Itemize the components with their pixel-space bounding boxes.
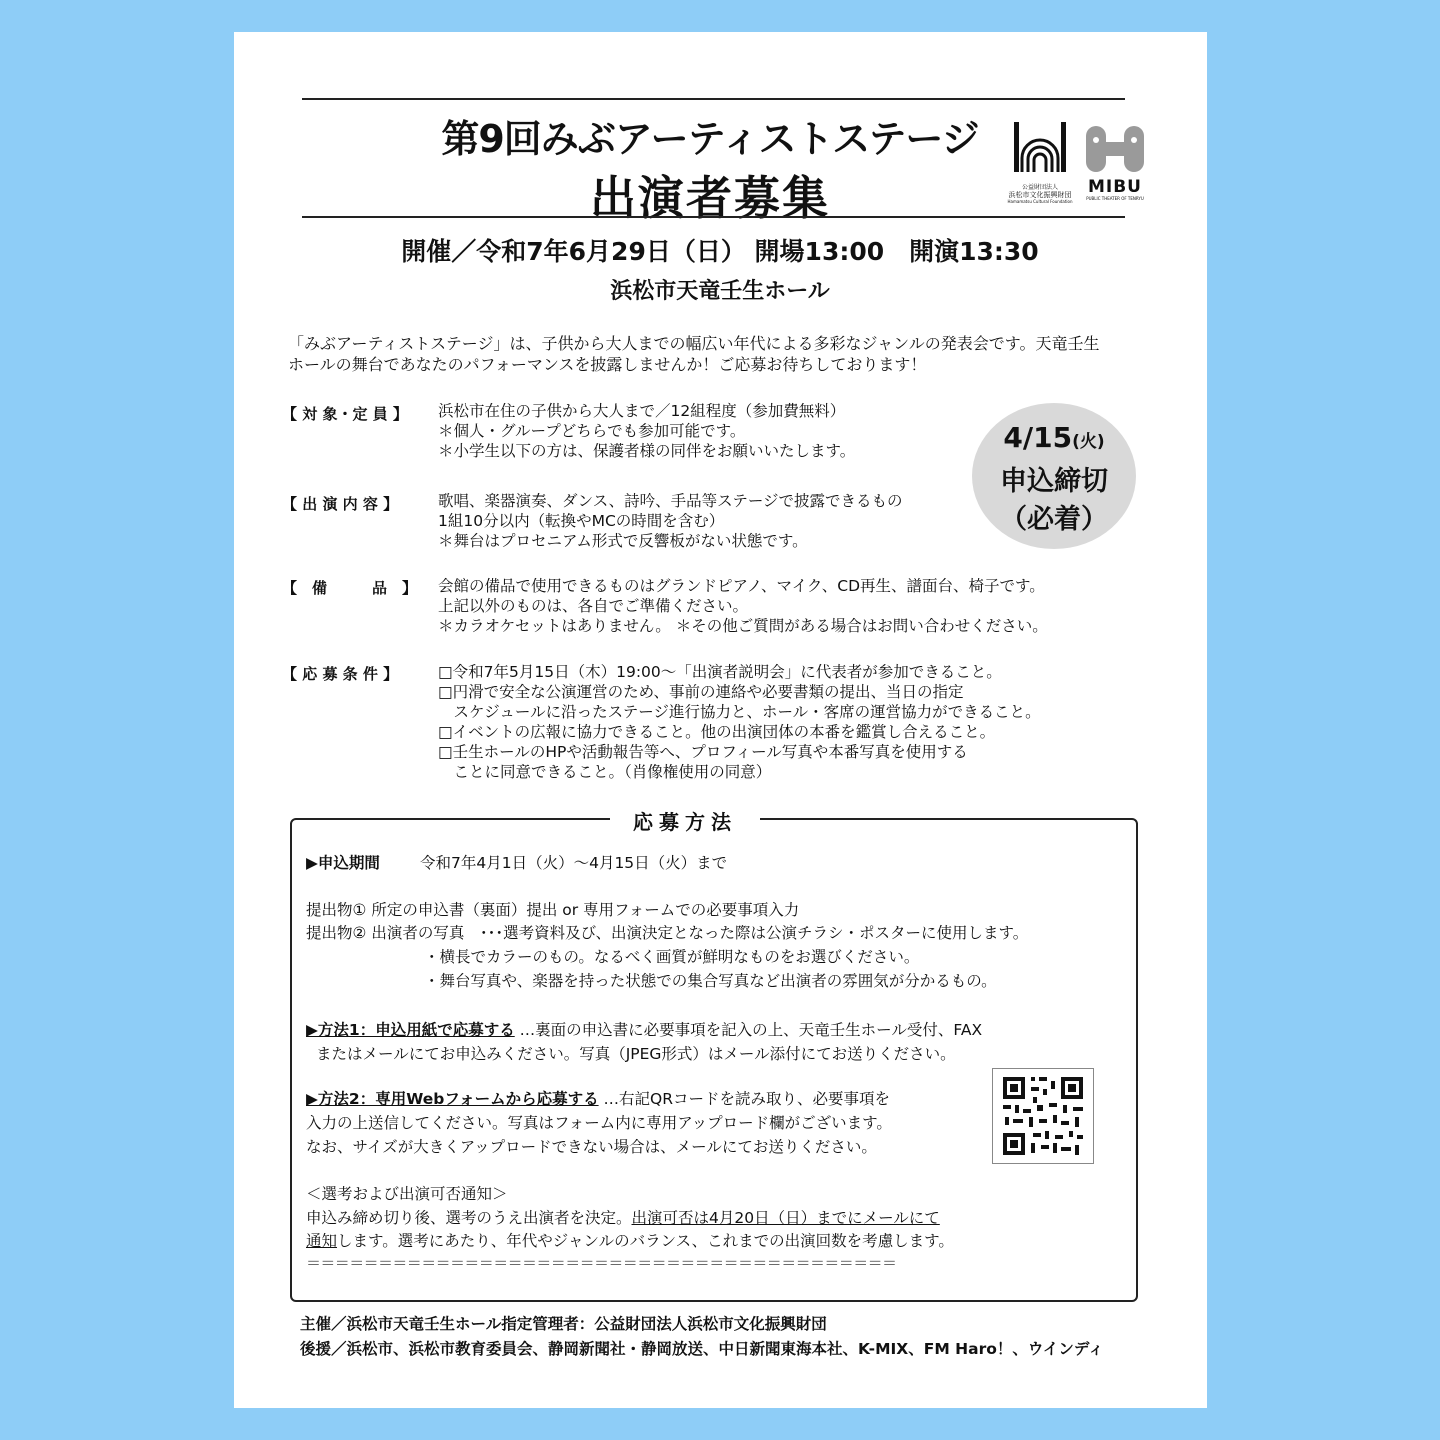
section-line: ＊個人・グループどちらでも参加可能です。: [438, 422, 746, 440]
foundation-name-en: Hamamatsu Cultural Foundation: [1007, 199, 1073, 204]
notice-line1-b: 出演可否は4月20日（日）までにメールにて: [631, 1209, 940, 1227]
section-line: 会館の備品で使用できるものはグランドピアノ、マイク、CD再生、譜面台、椅子です。: [438, 577, 1045, 595]
top-rule: [302, 98, 1125, 100]
mibu-logo: [1080, 120, 1150, 204]
section-content: [438, 491, 903, 551]
notice-title: ＜選考および出演可否通知＞: [306, 1185, 508, 1203]
method1-title: ▶方法1：申込用紙で応募する: [306, 1021, 515, 1039]
method2-line2: 入力の上送信してください。写真はフォーム内に専用アップロード欄がございます。: [306, 1114, 892, 1132]
section-line: □イベントの広報に協力できること。他の出演団体の本番を鑑賞し合えること。: [438, 723, 996, 741]
section-label-content: 【 出 演 内 容 】: [282, 495, 399, 513]
deadline-label: 申込締切: [1000, 466, 1108, 497]
notice-line2-b: します。選考にあたり、年代やジャンルのバランス、これまでの出演回数を考慮します。: [337, 1232, 954, 1250]
section-line: ことに同意できること。（肖像権使用の同意）: [438, 763, 772, 781]
apply-period: 令和7年4月1日（火）～4月15日（火）まで: [420, 854, 728, 872]
section-equipment: [438, 576, 1048, 636]
mibu-mascot-icon: [1080, 120, 1150, 174]
event-date: 開催／令和7年6月29日（日） 開場13:00 開演13:30: [401, 237, 1039, 266]
deadline-note: （必着）: [1000, 504, 1108, 535]
section-line: 上記以外のものは、各自でご準備ください。: [438, 597, 749, 615]
apply-item2-note2: ・舞台写真や、楽器を持った状態での集合写真など出演者の雰囲気が分かるもの。: [424, 972, 997, 990]
qr-code[interactable]: [992, 1068, 1094, 1164]
section-line: ＊カラオケセットはありません。 ＊その他ご質問がある場合はお問い合わせください。: [438, 617, 1048, 635]
section-conditions: [438, 662, 1041, 782]
intro-paragraph: [288, 333, 1138, 375]
section-line: □令和7年5月15日（木）19:00～「出演者説明会」に代表者が参加できること。: [438, 663, 1002, 681]
foundation-logo-icon: [1002, 120, 1078, 180]
section-label-eligibility: 【 対 象・定 員 】: [282, 405, 408, 423]
mibu-text: MIBU: [1087, 177, 1142, 197]
intro-line: 「みぶアーティストステージ」は、子供から大人までの幅広い年代による多彩なジャンルの発表会です。天竜壬生: [288, 334, 1100, 353]
supporters: 後援／浜松市、浜松市教育委員会、静岡新聞社・静岡放送、中日新聞東海本社、K-MIX、FM Haro！、ウインディ: [300, 1340, 1104, 1358]
apply-item1: 提出物① 所定の申込書（裏面）提出 or 専用フォームでの必要事項入力: [306, 901, 800, 919]
section-line: □壬生ホールのHPや活動報告等へ、プロフィール写真や本番写真を使用する: [438, 743, 968, 761]
method2-rest: …右記QRコードを読み取り、必要事項を: [603, 1090, 891, 1108]
method2-line3: なお、サイズが大きくアップロードできない場合は、メールにてお送りください。: [306, 1138, 877, 1156]
bottom-rule: [302, 216, 1125, 218]
section-line: 歌唱、楽器演奏、ダンス、詩吟、手品等ステージで披露できるもの: [438, 492, 903, 510]
section-line: □円滑で安全な公演運営のため、事前の連絡や必要書類の提出、当日の指定: [438, 683, 964, 701]
venue: 浜松市天竜壬生ホール: [610, 279, 830, 304]
mibu-sub: PUBLIC THEATER OF TENRYU: [1086, 196, 1144, 201]
section-label-conditions: 【 応 募 条 件 】: [282, 665, 399, 683]
event-title: 第9回みぶアーティストステージ: [441, 117, 979, 161]
deadline-date-line: [972, 421, 1136, 454]
foundation-name: 浜松市文化振興財団: [1008, 191, 1072, 199]
apply-item2-note1: ・横長でカラーのもの。なるべく画質が鮮明なものをお選びください。: [424, 948, 920, 966]
intro-line: ホールの舞台であなたのパフォーマンスを披露しませんか！ご応募お待ちしております！: [288, 355, 927, 374]
deadline-badge: [972, 403, 1136, 549]
deadline-weekday: (火): [1072, 432, 1105, 452]
box-divider: ＝＝＝＝＝＝＝＝＝＝＝＝＝＝＝＝＝＝＝＝＝＝＝＝＝＝＝＝＝＝＝＝＝＝＝＝＝＝＝＝＝: [306, 1254, 897, 1272]
method2-line1: [306, 1087, 890, 1109]
recruitment-heading: 出演者募集: [590, 171, 830, 225]
notice-line1: [306, 1206, 940, 1228]
section-line: スケジュールに沿ったステージ進行協力と、ホール・客席の運営協力ができること。: [438, 703, 1041, 721]
method1-rest: …裏面の申込書に必要事項を記入の上、天竜壬生ホール受付、FAX: [519, 1021, 983, 1039]
notice-line2-a: 通知: [306, 1232, 338, 1250]
foundation-logo: [1002, 120, 1078, 204]
method1-line1: [306, 1018, 982, 1040]
section-eligibility: [438, 401, 855, 461]
deadline-date: 4/15: [1003, 421, 1073, 454]
section-line: ＊小学生以下の方は、保護者様の同伴をお願いいたします。: [438, 442, 856, 460]
apply-period-label: ▶申込期間: [306, 854, 380, 872]
section-line: 1組10分以内（転換やMCの時間を含む）: [438, 512, 725, 530]
apply-title: 応募方法: [610, 806, 760, 835]
method2-title: ▶方法2：専用Webフォームから応募する: [306, 1090, 599, 1108]
foundation-small: 公益財団法人: [1021, 184, 1058, 191]
notice-line2: [306, 1229, 954, 1251]
qr-code-icon: [993, 1069, 1093, 1163]
section-label-equipment: 【 備 品 】: [282, 579, 418, 597]
section-line: 浜松市在住の子供から大人まで／12組程度（参加費無料）: [438, 402, 846, 420]
section-line: ＊舞台はプロセニアム形式で反響板がない状態です。: [438, 532, 808, 550]
method1-line2: またはメールにてお申込みください。写真（JPEG形式）はメール添付にてお送りください。: [316, 1045, 956, 1063]
notice-line1-a: 申込み締め切り後、選考のうえ出演者を決定。: [306, 1209, 632, 1227]
organizer: 主催／浜松市天竜壬生ホール指定管理者：公益財団法人浜松市文化振興財団: [300, 1315, 827, 1333]
apply-item2: 提出物② 出演者の写真 ･･･選考資料及び、出演決定となった際は公演チラシ・ポスターに使用します。: [306, 924, 1029, 942]
